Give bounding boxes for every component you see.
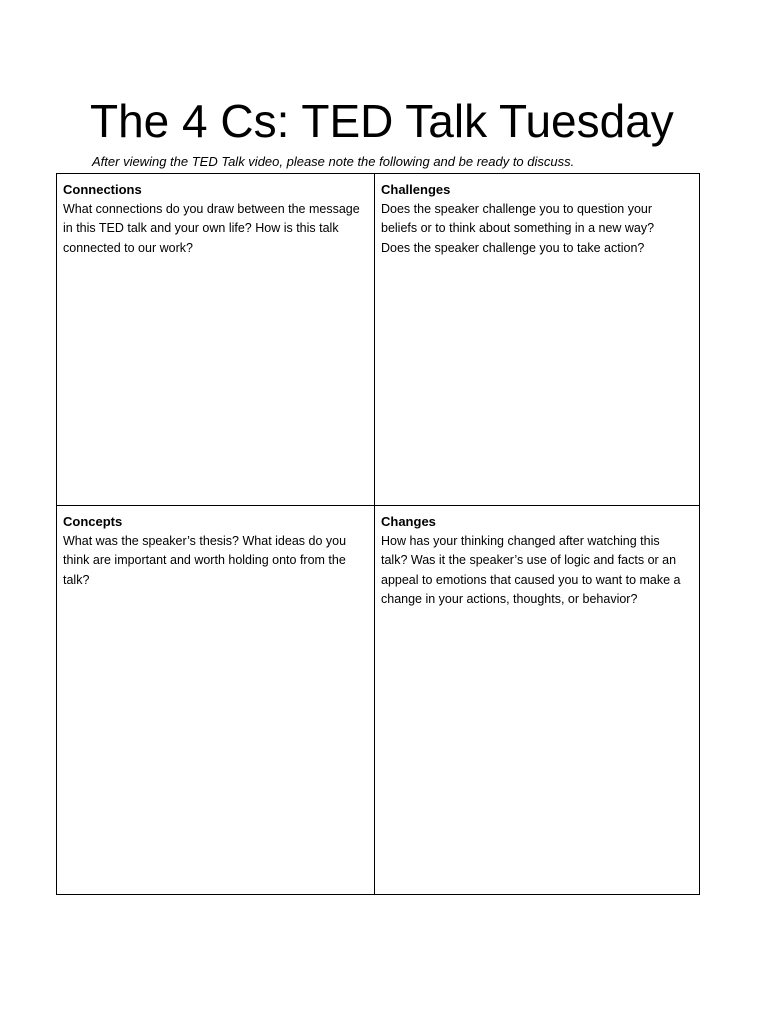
changes-prompt: How has your thinking changed after watching this talk? Was it the speaker’s use of logic and facts or an appeal to emotions that caused you to want to make a change in your actions, thoughts, or behavior? bbox=[381, 534, 681, 606]
changes-heading: Changes bbox=[381, 514, 436, 529]
connections-heading: Connections bbox=[63, 182, 142, 197]
four-cs-grid bbox=[56, 173, 700, 895]
challenges-cell[interactable] bbox=[375, 174, 699, 506]
concepts-prompt: What was the speaker’s thesis? What ideas do you think are important and worth holding onto from the talk? bbox=[63, 534, 347, 587]
connections-prompt: What connections do you draw between the message in this TED talk and your own life? How is this talk connected to our work? bbox=[63, 202, 360, 255]
worksheet-title: The 4 Cs: TED Talk Tuesday bbox=[90, 95, 674, 147]
challenges-heading: Challenges bbox=[381, 182, 451, 197]
challenges-prompt: Does the speaker challenge you to question your beliefs or to think about something in a new way? Does the speaker challenge you to take action? bbox=[381, 202, 655, 255]
changes-cell[interactable] bbox=[375, 506, 699, 894]
concepts-heading: Concepts bbox=[63, 514, 123, 529]
concepts-cell[interactable] bbox=[57, 506, 375, 894]
worksheet-instructions: After viewing the TED Talk video, please note the following and be ready to discuss. bbox=[92, 154, 575, 169]
connections-cell[interactable] bbox=[57, 174, 375, 506]
